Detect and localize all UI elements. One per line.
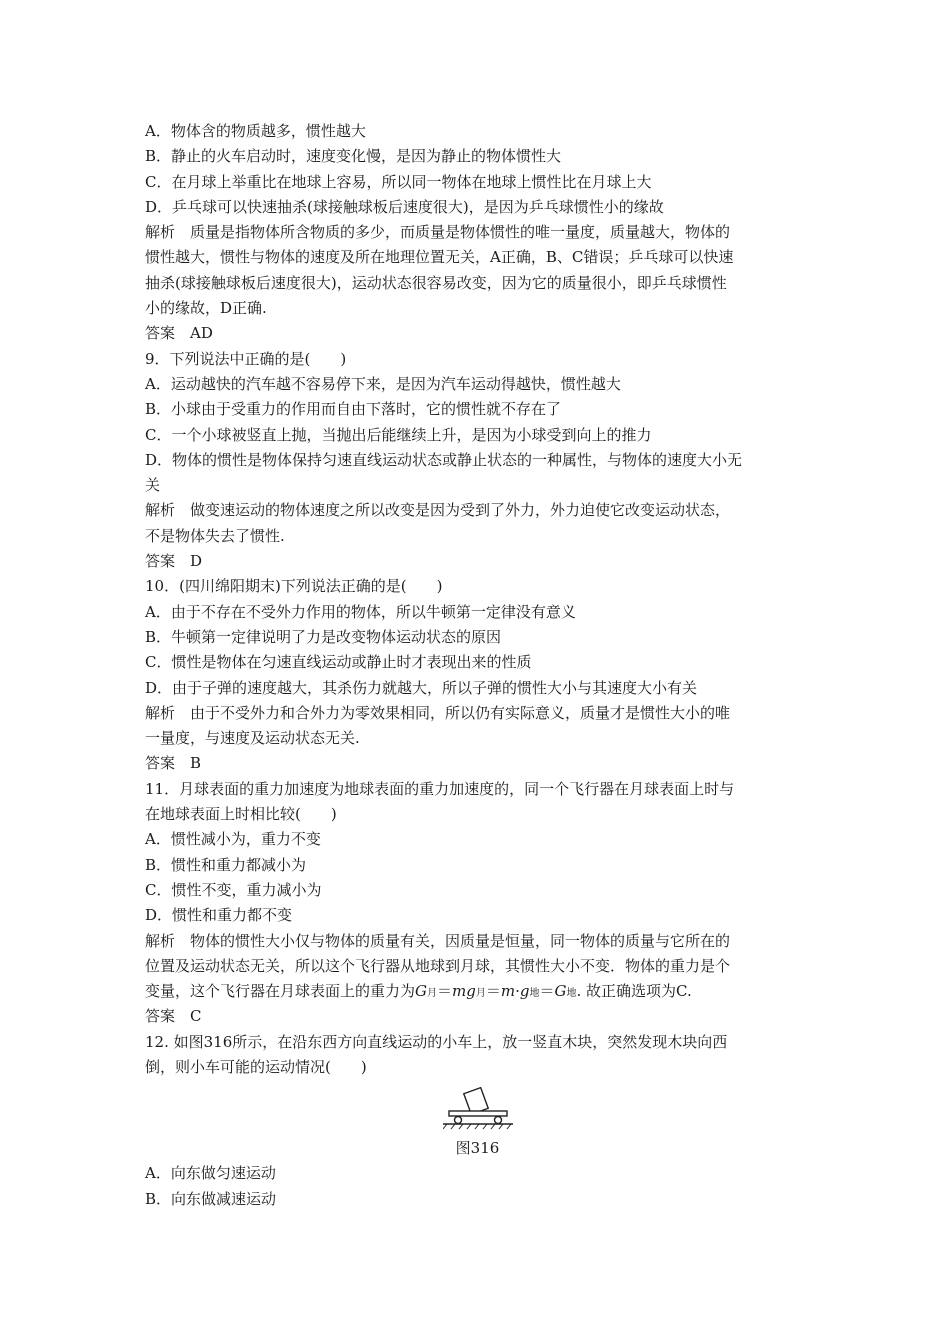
option-d: D．由于子弹的速度越大，其杀伤力就越大，所以子弹的惯性大小与其速度大小有关: [145, 678, 698, 697]
question-stem: 9．下列说法中正确的是( ): [145, 349, 347, 368]
option-a: A．运动越快的汽车越不容易停下来，是因为汽车运动得越快，惯性越大: [145, 374, 621, 393]
figure-cart-with-block: [145, 1086, 810, 1161]
formula-m: m: [500, 982, 516, 1001]
option-c: C．惯性不变，重力减小为: [145, 880, 322, 899]
option-b: B．惯性和重力都减小为: [145, 855, 307, 874]
subscript-earth: 地: [566, 988, 577, 1000]
option-d: D．物体的惯性是物体保持匀速直线运动状态或静止状态的一种属性，与物体的速度大小无: [145, 450, 743, 469]
option-a: A．物体含的物质越多，惯性越大: [145, 122, 366, 140]
equals-sign: ＝: [437, 982, 453, 1001]
option-b: B．小球由于受重力的作用而自由下落时，它的惯性就不存在了: [145, 400, 562, 419]
analysis-line: 解析 做变速运动的物体速度之所以改变是因为受到了外力，外力迫使它改变运动状态，: [145, 501, 731, 520]
analysis-line: 解析 由于不受外力和合外力为零效果相同，所以仍有实际意义，质量才是惯性大小的唯: [145, 703, 731, 722]
answer: 答案 C: [145, 1007, 202, 1026]
formula-suffix: . 故正确选项为C.: [576, 982, 692, 1001]
cart-wheel: [454, 1117, 461, 1124]
question-12: [145, 1030, 810, 1212]
question-stem: 12. 如图316所示，在沿东西方向直线运动的小车上，放一竖直木块，突然发现木块向西: [145, 1032, 728, 1051]
dot-operator: ·: [515, 982, 520, 1001]
option-c: C．惯性是物体在匀速直线运动或静止时才表现出来的性质: [145, 653, 532, 672]
figure-caption: 图316: [455, 1139, 500, 1158]
option-d-continued: 关: [145, 476, 161, 495]
option-b: B．向东做减速运动: [145, 1189, 277, 1208]
equals-sign: ＝: [485, 982, 501, 1001]
analysis-line: 小的缘故，D正确.: [145, 299, 267, 318]
formula-g: g: [466, 982, 476, 1001]
analysis-line: 不是物体失去了惯性.: [145, 526, 285, 545]
analysis-line: 解析 质量是指物体所含物质的多少，而质量是物体惯性的唯一量度，质量越大，物体的: [145, 223, 731, 242]
analysis-line: 一量度，与速度及运动状态无关.: [145, 729, 360, 748]
option-b: B．牛顿第一定律说明了力是改变物体运动状态的原因: [145, 627, 502, 646]
ground-hatching: [443, 1124, 511, 1129]
formula-m: m: [452, 982, 467, 1001]
option-c: C．在月球上举重比在地球上容易，所以同一物体在地球上惯性比在月球上大: [145, 172, 652, 191]
cart-wheel: [494, 1117, 501, 1124]
question-stem: 10．(四川绵阳期末)下列说法正确的是( ): [145, 577, 443, 596]
analysis-formula-line: [145, 979, 810, 1004]
question-11: [145, 777, 810, 1030]
answer: 答案 D: [145, 552, 203, 571]
formula-g-moon: G: [415, 982, 427, 1001]
formula-g-earth: G: [554, 982, 567, 1001]
option-b: B．静止的火车启动时，速度变化慢，是因为静止的物体惯性大: [145, 147, 562, 166]
option-a: A．惯性减小为，重力不变: [145, 830, 321, 849]
formula-prefix: 变量，这个飞行器在月球表面上的重力为: [145, 982, 416, 1001]
subscript-moon: 月: [475, 988, 486, 1000]
document-body: [145, 119, 810, 1212]
option-d: D．乒乓球可以快速抽杀(球接触球板后速度很大)，是因为乒乓球惯性小的缘故: [145, 197, 664, 216]
option-a: A．向东做匀速运动: [145, 1164, 276, 1183]
analysis-line: 解析 物体的惯性大小仅与物体的质量有关，因质量是恒量，同一物体的质量与它所在的: [145, 931, 731, 950]
answer: 答案 B: [145, 754, 202, 773]
option-d: D．惯性和重力都不变: [145, 906, 293, 925]
equals-sign: ＝: [539, 982, 555, 1001]
answer: 答案 AD: [145, 324, 213, 343]
question-stem: 11．月球表面的重力加速度为地球表面的重力加速度的，同一个飞行器在月球表面上时与: [145, 779, 735, 798]
question-stem: 在地球表面上时相比较( ): [145, 805, 337, 824]
subscript-moon: 月: [427, 988, 437, 1000]
analysis-line: 惯性越大，惯性与物体的速度及所在地理位置无关，A正确，B、C错误；乒乓球可以快速: [145, 248, 734, 267]
question-stem: 倒，则小车可能的运动情况( ): [145, 1057, 367, 1076]
question-10: [145, 574, 810, 776]
analysis-line: 抽杀(球接触球板后速度很大)，运动状态很容易改变，因为它的质量很小，即乒乓球惯性: [145, 273, 727, 292]
formula-g: g: [519, 982, 530, 1001]
cart-body: [449, 1111, 507, 1116]
subscript-earth: 地: [529, 988, 540, 1000]
cart-diagram: [443, 1086, 513, 1132]
option-c: C．一个小球被竖直上抛，当抛出后能继续上升，是因为小球受到向上的推力: [145, 425, 652, 444]
question-8: [145, 119, 810, 347]
analysis-line: 位置及运动状态无关，所以这个飞行器从地球到月球，其惯性大小不变．物体的重力是个: [145, 956, 731, 975]
option-a: A．由于不存在不受外力作用的物体，所以牛顿第一定律没有意义: [145, 602, 576, 621]
question-9: [145, 347, 810, 575]
